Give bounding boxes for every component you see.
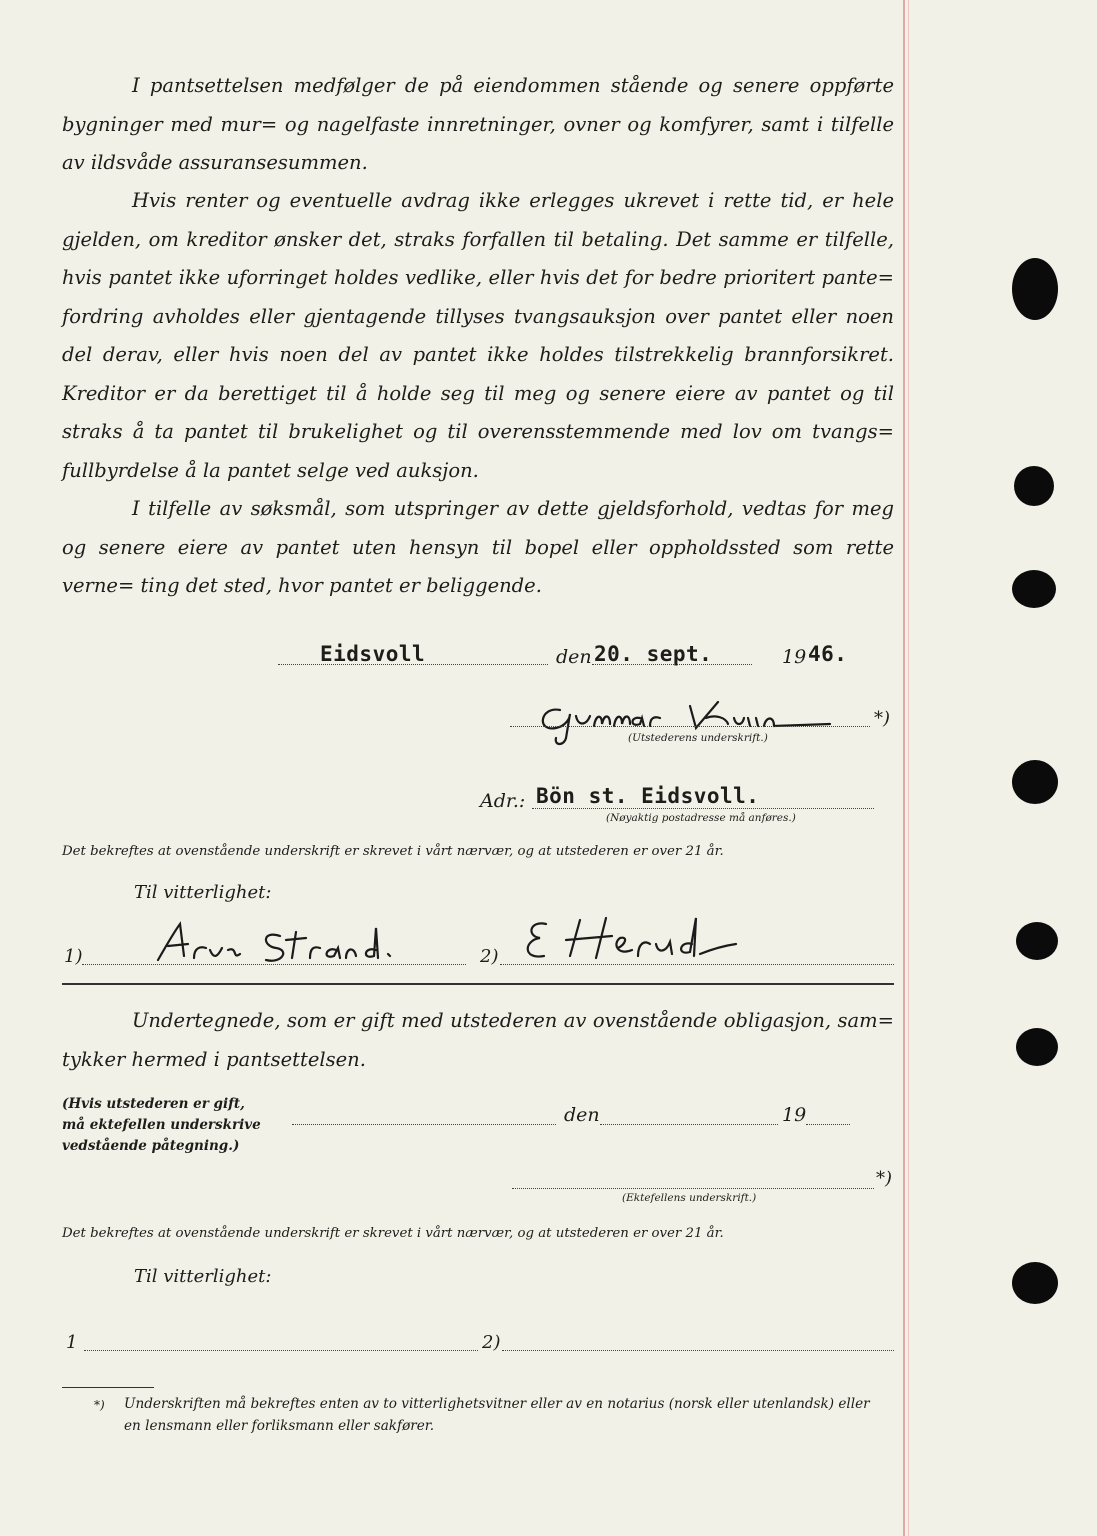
witness2-line-1 <box>84 1350 478 1351</box>
paragraph-default-terms: Hvis renter og eventuelle avdrag ikke erlegges ukrevet i rette tid, er hele gjelden, om kreditor ønsker det, straks forfallen til betaling. Det samme er tilfelle, hvis pantet ikke uforringet holdes vedlike, eller hvis det for bedre prioritert pante= fordring avholdes eller gjentagende tillyses tvangsauksjon over pantet eller noen del derav, eller hvis noen del av pantet ikke holdes tilstrekkelig brannforsikret. Kreditor er da berettiget til å holde seg til meg og senere eiere av pantet og til straks å ta pantet til brukelighet og til overensstemmende med lov om tvangs= fullbyrdelse å la pantet selge ved auksjon. <box>62 189 894 482</box>
punch-hole <box>1012 570 1056 608</box>
spouse-year-line <box>806 1124 850 1125</box>
witness2-line-2 <box>502 1350 894 1351</box>
witness-signature-1 <box>150 916 410 968</box>
year-prefix: 19 <box>782 646 807 668</box>
footnote-line-2: en lensmann eller forliksmann eller sakfører. <box>124 1418 435 1434</box>
address-caption: (Nøyaktig postadresse må anføres.) <box>606 812 796 824</box>
paragraph-pledge-includes: I pantsettelsen medfølger de på eiendommen stående og senere oppførte bygninger med mur= og nagelfaste innretninger, ovner og komfyrer, samt i tilfelle av ildsvåde assuransesummen. <box>62 74 894 174</box>
spouse-signature-line <box>512 1188 874 1189</box>
year-suffix: 46. <box>808 642 848 666</box>
witness-number-2: 2) <box>480 946 499 967</box>
spouse-caption: (Ektefellens underskrift.) <box>622 1192 757 1204</box>
witness-heading-2: Til vitterlighet: <box>134 1266 272 1287</box>
footnote-mark: *) <box>94 1398 105 1412</box>
issuer-caption: (Utstederens underskrift.) <box>628 732 768 744</box>
den-label: den <box>556 646 592 668</box>
punch-hole <box>1016 1028 1058 1066</box>
attestation-text-2: Det bekreftes at ovenstående underskrift er skrevet i vårt nærvær, og at utstederen er over 21 år. <box>62 1226 724 1241</box>
spouse-year-prefix: 19 <box>782 1104 807 1126</box>
address-label: Adr.: <box>480 790 526 812</box>
issuer-signature-line <box>510 726 870 727</box>
day-month-value: 20. sept. <box>594 642 713 666</box>
spouse-note-line-1: (Hvis utstederen er gift, <box>62 1096 245 1112</box>
margin-rule-secondary <box>908 0 909 1536</box>
section-divider <box>62 983 894 985</box>
spouse-date-line <box>600 1124 778 1125</box>
footnote-line-1: Underskriften må bekreftes enten av to vitterlighetsvitner eller av en notarius (norsk eller utenlandsk) eller <box>124 1396 870 1412</box>
issuer-asterisk: *) <box>874 708 891 729</box>
spouse-note-line-2: må ektefellen underskrive <box>62 1117 261 1133</box>
punch-hole <box>1012 1262 1058 1304</box>
spouse-note-line-3: vedstående påtegning.) <box>62 1138 240 1154</box>
witness2-number-2: 2) <box>482 1332 501 1353</box>
address-line <box>532 808 874 809</box>
witness2-number-1: 1 <box>66 1332 78 1353</box>
spouse-asterisk: *) <box>876 1168 893 1189</box>
punch-hole <box>1012 760 1058 804</box>
spouse-den-label: den <box>564 1104 600 1126</box>
address-value: Bön st. Eidsvoll. <box>536 784 760 808</box>
attestation-text: Det bekreftes at ovenstående underskrift er skrevet i vårt nærvær, og at utstederen er over 21 år. <box>62 844 724 859</box>
footnote-rule <box>62 1387 154 1388</box>
spouse-place-line <box>292 1124 556 1125</box>
punch-hole <box>1014 466 1054 506</box>
punch-hole <box>1016 922 1058 960</box>
punch-hole <box>1012 258 1058 320</box>
margin-rule <box>903 0 905 1536</box>
witness-number-1: 1) <box>64 946 83 967</box>
witness-signature-2 <box>500 910 760 968</box>
paragraph-jurisdiction: I tilfelle av søksmål, som utspringer av dette gjeldsforhold, vedtas for meg og senere eiere av pantet uten hensyn til bopel eller oppholdssted som rette verne= ting det sted, hvor pantet er beliggende. <box>62 497 894 597</box>
spouse-consent-text: Undertegnede, som er gift med utstederen av ovenstående obligasjon, sam= tykker hermed i pantsettelsen. <box>62 1009 894 1071</box>
witness-heading: Til vitterlighet: <box>134 882 272 903</box>
place-value: Eidsvoll <box>320 642 426 666</box>
